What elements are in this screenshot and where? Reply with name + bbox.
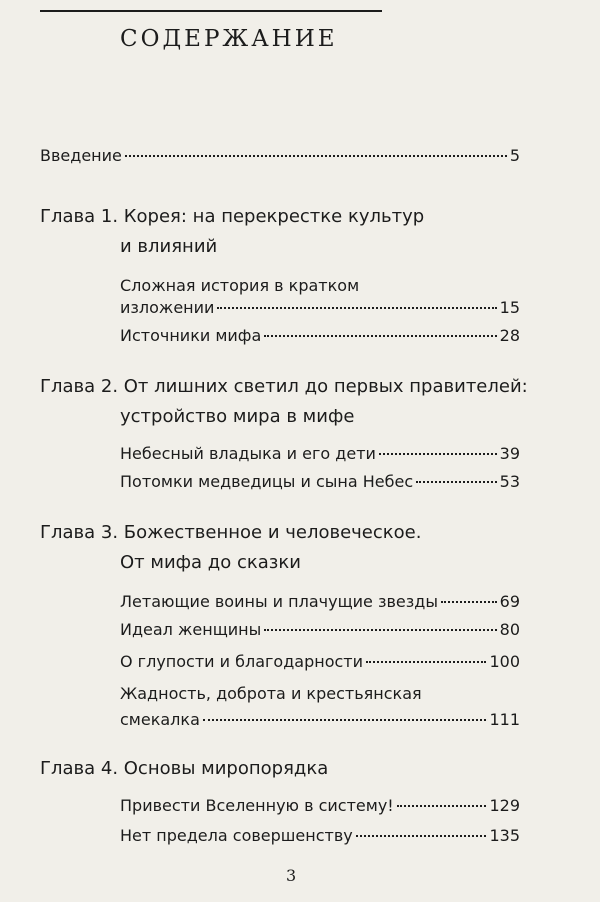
toc-entry[interactable]: Потомки медведицы и сына Небес 53 (120, 472, 520, 491)
leader-dots (441, 601, 497, 603)
leader-dots (356, 835, 487, 837)
toc-entry[interactable]: Нет предела совершенству 135 (120, 826, 520, 845)
chapter-heading-4[interactable]: Глава 4. Основы миропорядка (40, 758, 329, 779)
toc-entry[interactable]: Летающие воины и плачущие звезды 69 (120, 592, 520, 611)
toc-entry[interactable]: смекалка 111 (120, 710, 520, 729)
toc-entry[interactable]: О глупости и благодарности 100 (120, 652, 520, 671)
chapter-heading-1[interactable]: Глава 1. Корея: на перекрестке культур и влияний (40, 206, 425, 257)
toc-entry-line: Сложная история в кратком (120, 276, 360, 295)
toc-entry-line: Жадность, доброта и крестьянская (120, 684, 422, 703)
toc-entry[interactable]: Небесный владыка и его дети 39 (120, 444, 520, 463)
leader-dots (217, 307, 496, 309)
chapter-heading-2[interactable]: Глава 2. От лишних светил до первых правителей: устройство мира в мифе (40, 376, 528, 427)
page-number: 3 (286, 866, 297, 885)
leader-dots (366, 661, 486, 663)
leader-dots (203, 719, 487, 721)
leader-dots (125, 155, 507, 157)
leader-dots (416, 481, 497, 483)
toc-entry-intro[interactable]: Введение 5 (40, 146, 520, 165)
leader-dots (397, 805, 487, 807)
toc-entry[interactable]: Привести Вселенную в систему! 129 (120, 796, 520, 815)
toc-entry[interactable]: Источники мифа 28 (120, 326, 520, 345)
leader-dots (379, 453, 497, 455)
toc-entry[interactable]: изложении 15 (120, 298, 520, 317)
page-title: СОДЕРЖАНИЕ (120, 26, 338, 52)
toc-entry[interactable]: Идеал женщины 80 (120, 620, 520, 639)
leader-dots (264, 629, 496, 631)
leader-dots (264, 335, 496, 337)
chapter-heading-3[interactable]: Глава 3. Божественное и человеческое. От мифа до сказки (40, 522, 422, 573)
